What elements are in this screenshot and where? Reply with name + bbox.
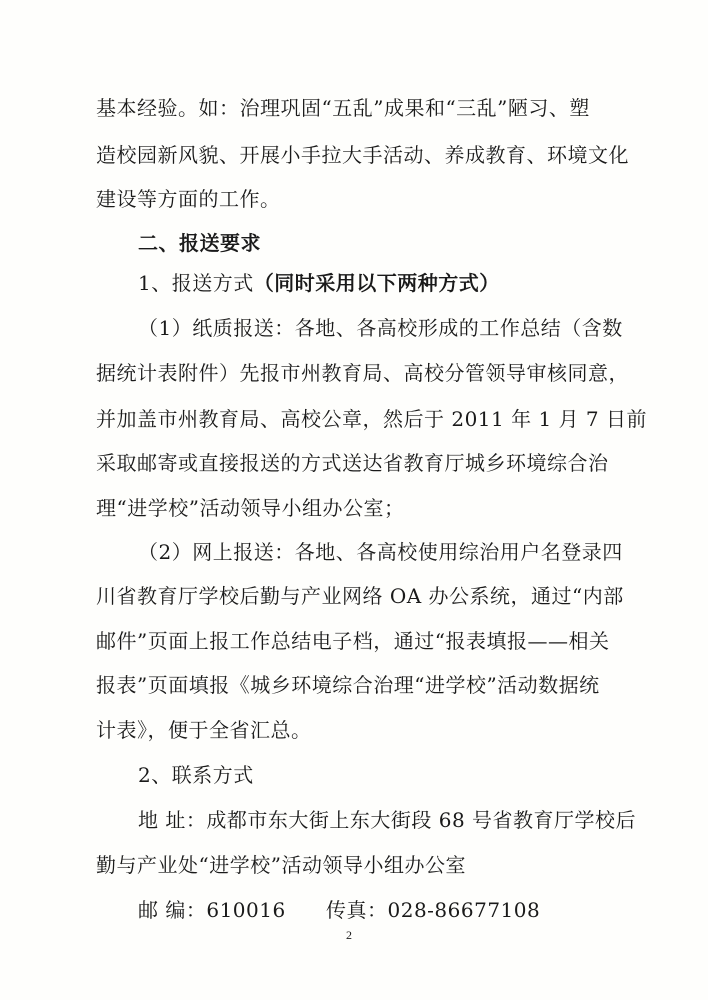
paper-submission-line-1: （1）纸质报送：各地、各高校形成的工作总结（含数: [138, 316, 623, 340]
section-heading: 二、报送要求: [138, 231, 261, 255]
online-submission-line-1: （2）网上报送：各地、各高校使用综治用户名登录四: [138, 540, 623, 564]
online-submission-line-2: 川省教育厅学校后勤与产业网络 OA 办公系统，通过“内部: [96, 584, 624, 608]
address-line-2: 勤与产业处“进学校”活动领导小组办公室: [96, 853, 466, 877]
page-number: 2: [346, 928, 352, 942]
paper-submission-line-2: 据统计表附件）先报市州教育局、高校分管领导审核同意，: [96, 361, 629, 385]
paper-submission-line-5: 理“进学校”活动领导小组办公室；: [96, 496, 405, 520]
body-line-1: 基本经验。如：治理巩固“五乱”成果和“三乱”陋习、塑: [96, 96, 590, 120]
subheading-label: 1、报送方式: [138, 271, 254, 295]
address-line-1: 地 址：成都市东大街上东大街段 68 号省教育厅学校后: [138, 808, 637, 832]
fax: 传真：028-86677108: [326, 898, 541, 922]
online-submission-line-3: 邮件”页面上报工作总结电子档，通过“报表填报——相关: [96, 629, 610, 653]
subheading-note: （同时采用以下两种方式）: [253, 271, 500, 295]
subheading-submission-method: [138, 271, 500, 295]
contact-heading: 2、联系方式: [138, 763, 254, 787]
paper-submission-line-3: 并加盖市州教育局、高校公章，然后于 2011 年 1 月 7 日前: [96, 407, 647, 431]
online-submission-line-5: 计表》，便于全省汇总。: [96, 718, 312, 742]
postcode: 邮 编：610016: [138, 898, 286, 922]
body-line-2: 造校园新风貌、开展小手拉大手活动、养成教育、环境文化: [96, 143, 629, 167]
online-submission-line-4: 报表”页面填报《城乡环境综合治理“进学校”活动数据统: [96, 673, 600, 697]
body-line-3: 建设等方面的工作。: [96, 187, 281, 211]
paper-submission-line-4: 采取邮寄或直接报送的方式送达省教育厅城乡环境综合治: [96, 451, 609, 475]
